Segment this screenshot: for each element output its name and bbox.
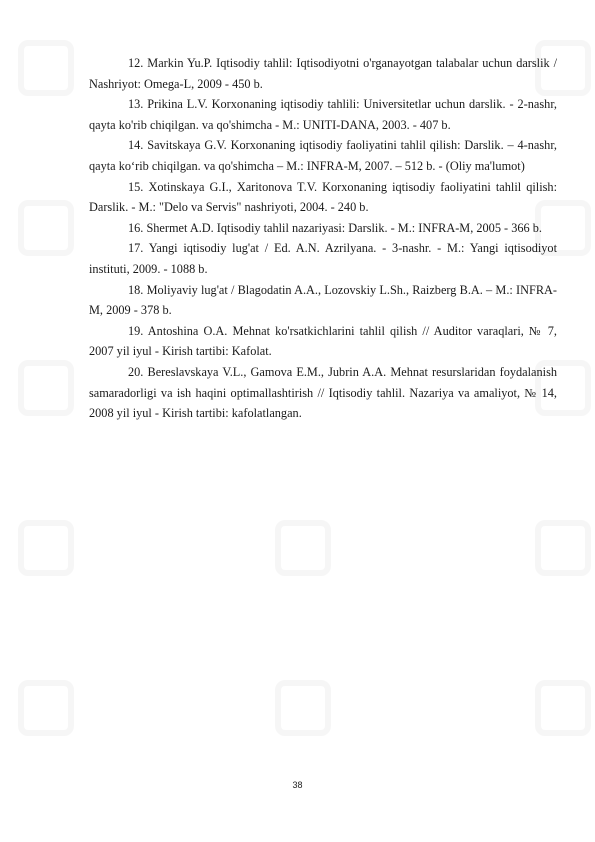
reference-item-13: 13. Prikina L.V. Korxonaning iqtisodiy tahlili: Universitetlar uchun darslik. - 2-nashr, qayta ko'rib chiqilgan. va qo'shimcha - M.: UNITI-DANA, 2003. - 407 b. [89,97,557,132]
reference-item-12: 12. Markin Yu.P. Iqtisodiy tahlil: Iqtisodiyotni o'rganayotgan talabalar uchun darslik / Nashriyot: Omega-L, 2009 - 450 b. [89,56,557,91]
reference-item-15: 15. Xotinskaya G.I., Xaritonova T.V. Korxonaning iqtisodiy faoliyatini tahlil qilish: Darslik. - M.: "Delo va Servis" nashriyoti, 2004. - 240 b. [89,179,557,215]
reference-item-16: 16. Shermet A.D. Iqtisodiy tahlil nazariyasi: Darslik. - M.: INFRA-M, 2005 - 366 b. [128,220,542,235]
reference-item-17: 17. Yangi iqtisodiy lug'at / Ed. A.N. Azrilyana. - 3-nashr. - M.: Yangi iqtisodiyot instituti, 2009. - 1088 b. [89,241,557,276]
reference-item-19: 19. Antoshina O.A. Mehnat ko'rsatkichlarini tahlil qilish // Auditor varaqlari, № 7, 2007 yil iyul - Kirish tartibi: Kafolat. [89,323,557,359]
reference-item-18: 18. Moliyaviy lug'at / Blagodatin A.A., Lozovskiy L.Sh., Raizberg B.A. – M.: INFRA-M, 2009 - 378 b. [89,282,557,318]
reference-item-14: 14. Savitskaya G.V. Korxonaning iqtisodiy faoliyatini tahlil qilish: Darslik. – 4-nashr, qayta koʻrib chiqilgan. va qo'shimcha – M.: INFRA-M, 2007. – 512 b. - (Oliy ma'lumot) [89,138,557,173]
reference-item-20: 20. Bereslavskaya V.L., Gamova E.M., Jubrin A.A. Mehnat resurslaridan foydalanish samaradorligi va ish haqini optimallashtirish // Iqtisodiy tahlil. Nazariya va amaliyot, № 14, 2008 yil iyul - Kirish tartibi: kafolatlangan. [89,364,557,421]
page-number: 38 [292,780,303,790]
reference-list [89,53,557,424]
